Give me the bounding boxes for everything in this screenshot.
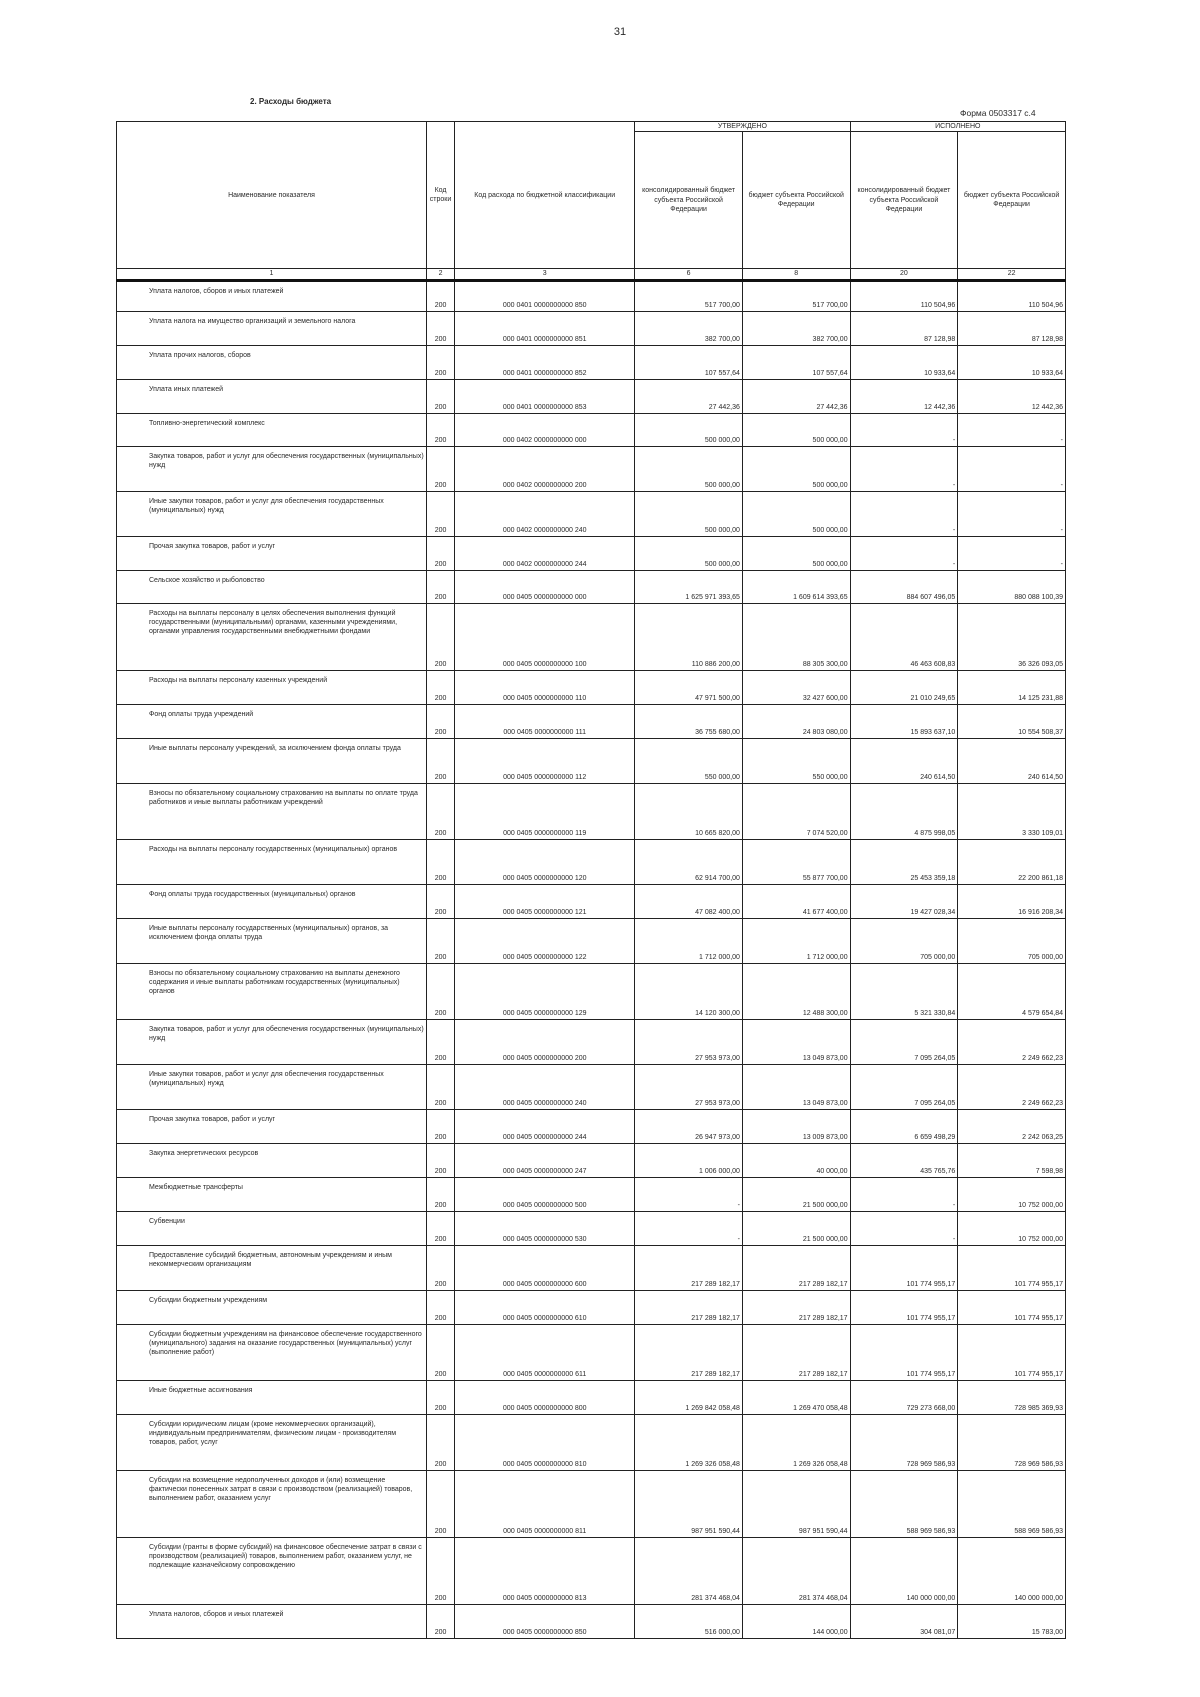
expenses-table [116, 121, 1066, 1639]
row-code: 200 [426, 1064, 454, 1109]
row-code: 200 [426, 704, 454, 738]
executed-subject-value: - [958, 536, 1066, 570]
executed-consolidated-value: 46 463 608,83 [850, 603, 958, 670]
executed-consolidated-value: 728 969 586,93 [850, 1414, 958, 1470]
table-row [117, 345, 1066, 379]
table-row [117, 446, 1066, 491]
executed-subject-value: 15 783,00 [958, 1604, 1066, 1638]
column-number-row [117, 269, 1066, 280]
row-code: 200 [426, 1290, 454, 1324]
executed-subject-value: 728 969 586,93 [958, 1414, 1066, 1470]
row-classification-code: 000 0401 0000000000 852 [455, 345, 635, 379]
approved-subject-value: 517 700,00 [742, 280, 850, 311]
approved-subject-value: 217 289 182,17 [742, 1324, 850, 1380]
approved-consolidated-value: 47 971 500,00 [635, 670, 743, 704]
row-classification-code: 000 0405 0000000000 800 [455, 1380, 635, 1414]
approved-consolidated-value: 107 557,64 [635, 345, 743, 379]
approved-subject-value: 1 712 000,00 [742, 918, 850, 963]
table-row [117, 1380, 1066, 1414]
executed-consolidated-value: 884 607 496,05 [850, 570, 958, 603]
approved-subject-value: 41 677 400,00 [742, 884, 850, 918]
row-code: 200 [426, 918, 454, 963]
row-code: 200 [426, 345, 454, 379]
row-code: 200 [426, 1604, 454, 1638]
table-row [117, 1019, 1066, 1064]
row-name: Уплата налога на имущество организаций и земельного налога [117, 311, 427, 345]
executed-subject-value: 22 200 861,18 [958, 839, 1066, 884]
row-name: Прочая закупка товаров, работ и услуг [117, 536, 427, 570]
executed-subject-value: 10 933,64 [958, 345, 1066, 379]
table-row [117, 280, 1066, 311]
executed-consolidated-value: 6 659 498,29 [850, 1109, 958, 1143]
table-row [117, 839, 1066, 884]
row-classification-code: 000 0401 0000000000 851 [455, 311, 635, 345]
approved-subject-value: 7 074 520,00 [742, 783, 850, 839]
row-classification-code: 000 0405 0000000000 813 [455, 1537, 635, 1604]
approved-subject-value: 13 049 873,00 [742, 1019, 850, 1064]
row-code: 200 [426, 413, 454, 446]
row-name: Субсидии бюджетным учреждениям на финансовое обеспечение государственного (муниципального) задания на оказание государственных (муниципальных) услуг (выполнение работ) [117, 1324, 427, 1380]
table-row [117, 1109, 1066, 1143]
approved-subject-value: 217 289 182,17 [742, 1290, 850, 1324]
approved-consolidated-value: 217 289 182,17 [635, 1324, 743, 1380]
executed-subject-value: 101 774 955,17 [958, 1324, 1066, 1380]
expenses-table-wrapper [116, 121, 1066, 1639]
section-title: 2. Расходы бюджета [250, 97, 332, 106]
row-code: 200 [426, 738, 454, 783]
approved-consolidated-value: 500 000,00 [635, 413, 743, 446]
row-code: 200 [426, 783, 454, 839]
row-name: Уплата иных платежей [117, 379, 427, 413]
column-number: 6 [635, 269, 743, 280]
approved-subject-value: 144 000,00 [742, 1604, 850, 1638]
executed-consolidated-value: - [850, 491, 958, 536]
row-classification-code: 000 0405 0000000000 122 [455, 918, 635, 963]
row-code: 200 [426, 670, 454, 704]
executed-subject-value: 101 774 955,17 [958, 1245, 1066, 1290]
executed-subject-value: 2 249 662,23 [958, 1064, 1066, 1109]
executed-consolidated-value: 304 081,07 [850, 1604, 958, 1638]
row-name: Расходы на выплаты персоналу государственных (муниципальных) органов [117, 839, 427, 884]
executed-subject-value: - [958, 413, 1066, 446]
row-classification-code: 000 0405 0000000000 850 [455, 1604, 635, 1638]
header-classification-code: Код расхода по бюджетной классификации [455, 122, 635, 269]
executed-consolidated-value: 15 893 637,10 [850, 704, 958, 738]
page-number: 31 [613, 26, 627, 38]
row-code: 200 [426, 1470, 454, 1537]
approved-subject-value: 1 269 470 058,48 [742, 1380, 850, 1414]
row-code: 200 [426, 1324, 454, 1380]
approved-consolidated-value: 987 951 590,44 [635, 1470, 743, 1537]
executed-subject-value: 87 128,98 [958, 311, 1066, 345]
executed-consolidated-value: 4 875 998,05 [850, 783, 958, 839]
executed-subject-value: 10 554 508,37 [958, 704, 1066, 738]
row-code: 200 [426, 1019, 454, 1064]
row-code: 200 [426, 280, 454, 311]
executed-subject-value: 10 752 000,00 [958, 1211, 1066, 1245]
row-classification-code: 000 0405 0000000000 240 [455, 1064, 635, 1109]
executed-subject-value: 2 242 063,25 [958, 1109, 1066, 1143]
row-classification-code: 000 0405 0000000000 811 [455, 1470, 635, 1537]
table-row [117, 1177, 1066, 1211]
approved-subject-value: 88 305 300,00 [742, 603, 850, 670]
row-name: Иные выплаты персоналу учреждений, за исключением фонда оплаты труда [117, 738, 427, 783]
row-code: 200 [426, 603, 454, 670]
table-row [117, 603, 1066, 670]
executed-consolidated-value: 21 010 249,65 [850, 670, 958, 704]
approved-subject-value: 550 000,00 [742, 738, 850, 783]
executed-subject-value: 12 442,36 [958, 379, 1066, 413]
row-name: Субсидии бюджетным учреждениям [117, 1290, 427, 1324]
executed-consolidated-value: 240 614,50 [850, 738, 958, 783]
row-name: Расходы на выплаты персоналу казенных учреждений [117, 670, 427, 704]
approved-subject-value: 12 488 300,00 [742, 963, 850, 1019]
executed-subject-value: 16 916 208,34 [958, 884, 1066, 918]
row-code: 200 [426, 1414, 454, 1470]
approved-consolidated-value: 217 289 182,17 [635, 1245, 743, 1290]
header-row-code: Код строки [426, 122, 454, 269]
executed-subject-value: 36 326 093,05 [958, 603, 1066, 670]
row-classification-code: 000 0402 0000000000 200 [455, 446, 635, 491]
executed-consolidated-value: 140 000 000,00 [850, 1537, 958, 1604]
approved-subject-value: 40 000,00 [742, 1143, 850, 1177]
column-number: 2 [426, 269, 454, 280]
row-classification-code: 000 0405 0000000000 247 [455, 1143, 635, 1177]
row-classification-code: 000 0401 0000000000 850 [455, 280, 635, 311]
table-row [117, 1290, 1066, 1324]
row-code: 200 [426, 1177, 454, 1211]
executed-consolidated-value: 435 765,76 [850, 1143, 958, 1177]
executed-consolidated-value: - [850, 1211, 958, 1245]
approved-consolidated-value: 517 700,00 [635, 280, 743, 311]
executed-consolidated-value: - [850, 446, 958, 491]
column-number: 1 [117, 269, 427, 280]
approved-subject-value: 32 427 600,00 [742, 670, 850, 704]
row-code: 200 [426, 839, 454, 884]
approved-subject-value: 55 877 700,00 [742, 839, 850, 884]
approved-subject-value: 500 000,00 [742, 536, 850, 570]
row-name: Расходы на выплаты персоналу в целях обеспечения выполнения функций государственными (муниципальными) органами, казенными учреждениями, органами управления государственными внебюджетными фондами [117, 603, 427, 670]
approved-subject-value: 382 700,00 [742, 311, 850, 345]
row-name: Закупка энергетических ресурсов [117, 1143, 427, 1177]
executed-consolidated-value: 729 273 668,00 [850, 1380, 958, 1414]
row-code: 200 [426, 570, 454, 603]
table-row [117, 311, 1066, 345]
column-number: 3 [455, 269, 635, 280]
row-classification-code: 000 0405 0000000000 530 [455, 1211, 635, 1245]
row-classification-code: 000 0405 0000000000 129 [455, 963, 635, 1019]
approved-consolidated-value: 516 000,00 [635, 1604, 743, 1638]
approved-consolidated-value: 47 082 400,00 [635, 884, 743, 918]
table-row [117, 704, 1066, 738]
approved-consolidated-value: 62 914 700,00 [635, 839, 743, 884]
row-code: 200 [426, 536, 454, 570]
row-name: Иные выплаты персоналу государственных (муниципальных) органов, за исключением фонда оплаты труда [117, 918, 427, 963]
executed-subject-value: 110 504,96 [958, 280, 1066, 311]
executed-subject-value: 2 249 662,23 [958, 1019, 1066, 1064]
approved-subject-value: 13 049 873,00 [742, 1064, 850, 1109]
row-name: Фонд оплаты труда учреждений [117, 704, 427, 738]
header-indicator-name: Наименование показателя [117, 122, 427, 269]
row-classification-code: 000 0402 0000000000 244 [455, 536, 635, 570]
executed-consolidated-value: 705 000,00 [850, 918, 958, 963]
row-classification-code: 000 0405 0000000000 100 [455, 603, 635, 670]
approved-subject-value: 500 000,00 [742, 446, 850, 491]
table-row [117, 570, 1066, 603]
executed-subject-value: 588 969 586,93 [958, 1470, 1066, 1537]
approved-consolidated-value: 36 755 680,00 [635, 704, 743, 738]
table-row [117, 413, 1066, 446]
row-code: 200 [426, 1380, 454, 1414]
approved-subject-value: 500 000,00 [742, 491, 850, 536]
executed-subject-value: 728 985 369,93 [958, 1380, 1066, 1414]
row-name: Взносы по обязательному социальному страхованию на выплаты денежного содержания и иные выплаты работникам государственных (муниципальных) органов [117, 963, 427, 1019]
approved-consolidated-value: - [635, 1211, 743, 1245]
executed-subject-value: - [958, 491, 1066, 536]
approved-consolidated-value: 382 700,00 [635, 311, 743, 345]
executed-consolidated-value: 7 095 264,05 [850, 1019, 958, 1064]
executed-consolidated-value: - [850, 536, 958, 570]
executed-subject-value: 140 000 000,00 [958, 1537, 1066, 1604]
executed-consolidated-value: 101 774 955,17 [850, 1324, 958, 1380]
approved-consolidated-value: 281 374 468,04 [635, 1537, 743, 1604]
row-name: Субсидии юридическим лицам (кроме некоммерческих организаций), индивидуальным предпринимателям, физическим лицам - производителям товаров, работ, услуг [117, 1414, 427, 1470]
header-executed-subject: бюджет субъекта Российской Федерации [958, 132, 1066, 269]
executed-subject-value: 4 579 654,84 [958, 963, 1066, 1019]
executed-subject-value: - [958, 446, 1066, 491]
table-header [117, 122, 1066, 281]
row-code: 200 [426, 963, 454, 1019]
header-group-executed: ИСПОЛНЕНО [850, 122, 1065, 132]
executed-consolidated-value: 12 442,36 [850, 379, 958, 413]
approved-consolidated-value: 1 006 000,00 [635, 1143, 743, 1177]
row-name: Межбюджетные трансферты [117, 1177, 427, 1211]
approved-consolidated-value: 10 665 820,00 [635, 783, 743, 839]
approved-subject-value: 500 000,00 [742, 413, 850, 446]
approved-subject-value: 281 374 468,04 [742, 1537, 850, 1604]
table-row [117, 918, 1066, 963]
row-classification-code: 000 0405 0000000000 111 [455, 704, 635, 738]
row-code: 200 [426, 1109, 454, 1143]
row-code: 200 [426, 379, 454, 413]
row-name: Иные закупки товаров, работ и услуг для обеспечения государственных (муниципальных) нужд [117, 1064, 427, 1109]
row-name: Сельское хозяйство и рыболовство [117, 570, 427, 603]
executed-subject-value: 101 774 955,17 [958, 1290, 1066, 1324]
row-classification-code: 000 0405 0000000000 110 [455, 670, 635, 704]
executed-subject-value: 880 088 100,39 [958, 570, 1066, 603]
row-classification-code: 000 0405 0000000000 112 [455, 738, 635, 783]
approved-subject-value: 24 803 080,00 [742, 704, 850, 738]
executed-consolidated-value: 87 128,98 [850, 311, 958, 345]
table-row [117, 884, 1066, 918]
row-name: Субвенции [117, 1211, 427, 1245]
row-classification-code: 000 0405 0000000000 000 [455, 570, 635, 603]
table-row [117, 379, 1066, 413]
row-classification-code: 000 0405 0000000000 121 [455, 884, 635, 918]
approved-subject-value: 27 442,36 [742, 379, 850, 413]
approved-consolidated-value: 1 269 842 058,48 [635, 1380, 743, 1414]
executed-consolidated-value: 25 453 359,18 [850, 839, 958, 884]
table-row [117, 1211, 1066, 1245]
row-code: 200 [426, 491, 454, 536]
approved-subject-value: 217 289 182,17 [742, 1245, 850, 1290]
row-classification-code: 000 0402 0000000000 000 [455, 413, 635, 446]
header-group-approved: УТВЕРЖДЕНО [635, 122, 850, 132]
table-row [117, 783, 1066, 839]
row-classification-code: 000 0405 0000000000 600 [455, 1245, 635, 1290]
row-name: Уплата налогов, сборов и иных платежей [117, 1604, 427, 1638]
executed-consolidated-value: 10 933,64 [850, 345, 958, 379]
row-name: Закупка товаров, работ и услуг для обеспечения государственных (муниципальных) нужд [117, 1019, 427, 1064]
row-code: 200 [426, 1211, 454, 1245]
executed-subject-value: 3 330 109,01 [958, 783, 1066, 839]
row-classification-code: 000 0405 0000000000 244 [455, 1109, 635, 1143]
approved-consolidated-value: 1 712 000,00 [635, 918, 743, 963]
table-row [117, 1324, 1066, 1380]
header-approved-consolidated: консолидированный бюджет субъекта Российской Федерации [635, 132, 743, 269]
table-row [117, 670, 1066, 704]
approved-consolidated-value: 1 625 971 393,65 [635, 570, 743, 603]
row-name: Взносы по обязательному социальному страхованию на выплаты по оплате труда работников и иные выплаты работникам учреждений [117, 783, 427, 839]
row-code: 200 [426, 1245, 454, 1290]
column-number: 8 [742, 269, 850, 280]
approved-consolidated-value: 27 442,36 [635, 379, 743, 413]
row-name: Уплата прочих налогов, сборов [117, 345, 427, 379]
form-label: Форма 0503317 с.4 [960, 108, 1036, 118]
table-row [117, 1470, 1066, 1537]
approved-consolidated-value: 14 120 300,00 [635, 963, 743, 1019]
row-name: Иные закупки товаров, работ и услуг для обеспечения государственных (муниципальных) нужд [117, 491, 427, 536]
row-code: 200 [426, 1537, 454, 1604]
row-classification-code: 000 0405 0000000000 500 [455, 1177, 635, 1211]
approved-consolidated-value: 500 000,00 [635, 536, 743, 570]
executed-subject-value: 10 752 000,00 [958, 1177, 1066, 1211]
executed-consolidated-value: 110 504,96 [850, 280, 958, 311]
row-name: Предоставление субсидий бюджетным, автономным учреждениям и иным некоммерческим организациям [117, 1245, 427, 1290]
table-row [117, 1245, 1066, 1290]
row-name: Топливно-энергетический комплекс [117, 413, 427, 446]
row-name: Закупка товаров, работ и услуг для обеспечения государственных (муниципальных) нужд [117, 446, 427, 491]
row-code: 200 [426, 311, 454, 345]
approved-subject-value: 13 009 873,00 [742, 1109, 850, 1143]
table-row [117, 738, 1066, 783]
approved-consolidated-value: 217 289 182,17 [635, 1290, 743, 1324]
row-code: 200 [426, 1143, 454, 1177]
row-name: Иные бюджетные ассигнования [117, 1380, 427, 1414]
executed-subject-value: 705 000,00 [958, 918, 1066, 963]
header-approved-subject: бюджет субъекта Российской Федерации [742, 132, 850, 269]
executed-consolidated-value: - [850, 1177, 958, 1211]
table-row [117, 1537, 1066, 1604]
executed-subject-value: 240 614,50 [958, 738, 1066, 783]
approved-subject-value: 21 500 000,00 [742, 1177, 850, 1211]
executed-consolidated-value: 5 321 330,84 [850, 963, 958, 1019]
approved-consolidated-value: 500 000,00 [635, 446, 743, 491]
row-name: Субсидии на возмещение недополученных доходов и (или) возмещение фактически понесенных затрат в связи с производством (реализацией) товаров, выполнением работ, оказанием услуг [117, 1470, 427, 1537]
executed-subject-value: 14 125 231,88 [958, 670, 1066, 704]
row-classification-code: 000 0401 0000000000 853 [455, 379, 635, 413]
table-row [117, 1414, 1066, 1470]
table-row [117, 963, 1066, 1019]
approved-subject-value: 1 609 614 393,65 [742, 570, 850, 603]
executed-consolidated-value: 101 774 955,17 [850, 1290, 958, 1324]
executed-consolidated-value: 101 774 955,17 [850, 1245, 958, 1290]
row-classification-code: 000 0405 0000000000 119 [455, 783, 635, 839]
row-name: Субсидии (гранты в форме субсидий) на финансовое обеспечение затрат в связи с производством (реализацией) товаров, выполнением работ, оказанием услуг, не подлежащие казначейскому сопровождению [117, 1537, 427, 1604]
approved-consolidated-value: 26 947 973,00 [635, 1109, 743, 1143]
table-row [117, 1143, 1066, 1177]
approved-consolidated-value: 500 000,00 [635, 491, 743, 536]
table-row [117, 1604, 1066, 1638]
approved-consolidated-value: 27 953 973,00 [635, 1064, 743, 1109]
column-number: 20 [850, 269, 958, 280]
executed-subject-value: 7 598,98 [958, 1143, 1066, 1177]
row-name: Прочая закупка товаров, работ и услуг [117, 1109, 427, 1143]
approved-subject-value: 107 557,64 [742, 345, 850, 379]
table-body [117, 280, 1066, 1638]
row-classification-code: 000 0405 0000000000 610 [455, 1290, 635, 1324]
table-row [117, 491, 1066, 536]
row-classification-code: 000 0405 0000000000 810 [455, 1414, 635, 1470]
column-number: 22 [958, 269, 1066, 280]
row-classification-code: 000 0405 0000000000 120 [455, 839, 635, 884]
approved-consolidated-value: 550 000,00 [635, 738, 743, 783]
row-classification-code: 000 0405 0000000000 200 [455, 1019, 635, 1064]
row-code: 200 [426, 884, 454, 918]
approved-subject-value: 987 951 590,44 [742, 1470, 850, 1537]
approved-subject-value: 1 269 326 058,48 [742, 1414, 850, 1470]
row-code: 200 [426, 446, 454, 491]
approved-consolidated-value: 110 886 200,00 [635, 603, 743, 670]
table-row [117, 1064, 1066, 1109]
row-name: Уплата налогов, сборов и иных платежей [117, 280, 427, 311]
executed-consolidated-value: 7 095 264,05 [850, 1064, 958, 1109]
row-classification-code: 000 0402 0000000000 240 [455, 491, 635, 536]
executed-consolidated-value: 19 427 028,34 [850, 884, 958, 918]
approved-subject-value: 21 500 000,00 [742, 1211, 850, 1245]
executed-consolidated-value: - [850, 413, 958, 446]
approved-consolidated-value: 27 953 973,00 [635, 1019, 743, 1064]
executed-consolidated-value: 588 969 586,93 [850, 1470, 958, 1537]
approved-consolidated-value: - [635, 1177, 743, 1211]
row-name: Фонд оплаты труда государственных (муниципальных) органов [117, 884, 427, 918]
table-row [117, 536, 1066, 570]
row-classification-code: 000 0405 0000000000 611 [455, 1324, 635, 1380]
header-executed-consolidated: консолидированный бюджет субъекта Российской Федерации [850, 132, 958, 269]
approved-consolidated-value: 1 269 326 058,48 [635, 1414, 743, 1470]
